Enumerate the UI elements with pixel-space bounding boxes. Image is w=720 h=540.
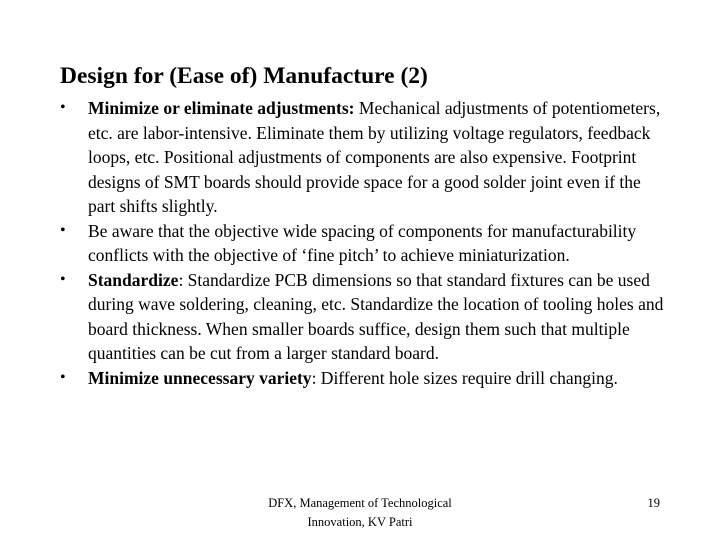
bullet-lead: Minimize unnecessary variety bbox=[88, 367, 312, 388]
bullet-lead: Minimize or eliminate adjustments: bbox=[88, 98, 355, 118]
bullet-icon: • bbox=[60, 221, 66, 239]
bullet-text: Be aware that the objective wide spacing of components for manufacturability conflicts with the objective of ‘fine pitch’ to achieve miniaturization. bbox=[88, 220, 637, 265]
footer-line: Innovation, KV Patri bbox=[307, 515, 413, 529]
bullet-item-spacing bbox=[58, 219, 664, 268]
bullet-list bbox=[58, 96, 664, 390]
footer-line: DFX, Management of Technological bbox=[268, 496, 452, 510]
bullet-text: : Standardize PCB dimensions so that standard fixtures can be used during wave soldering, cleaning, etc. Standardize the location of tooling holes and board thickness. When smaller boards suffice, design them such that multiple quantities can be cut from a larger standard board. bbox=[88, 269, 664, 363]
bullet-item-variety bbox=[58, 366, 664, 391]
slide-footer bbox=[220, 494, 500, 532]
bullet-text: : Different hole sizes require drill changing. bbox=[311, 367, 618, 388]
bullet-item-adjustments bbox=[58, 96, 664, 219]
bullet-icon: • bbox=[60, 99, 66, 116]
bullet-lead: Standardize bbox=[88, 269, 179, 290]
slide-title: Design for (Ease of) Manufacture (2) bbox=[60, 63, 428, 89]
bullet-icon: • bbox=[60, 270, 66, 288]
page-number: 19 bbox=[647, 496, 660, 510]
bullet-text: Mechanical adjustments of potentiometers, etc. are labor-intensive. Eliminate them by utilizing voltage regulators, feedback loops, etc. Positional adjustments of components are also expensive. Footprint designs of SMT boards should provide space for a good solder joint even if the part shifts slightly. bbox=[88, 98, 661, 216]
bullet-item-standardize bbox=[58, 268, 664, 366]
bullet-icon: • bbox=[60, 368, 66, 386]
